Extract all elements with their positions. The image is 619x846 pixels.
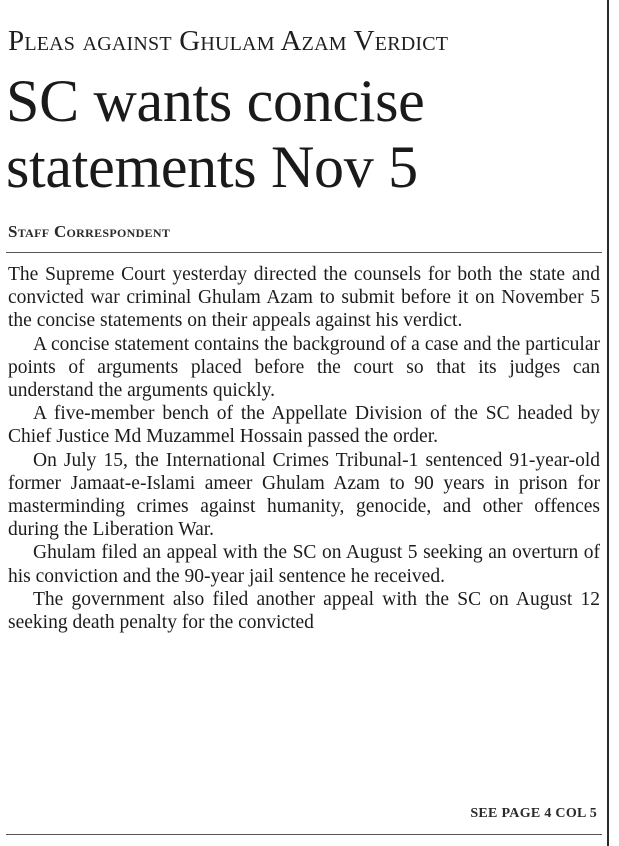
main-headline: SC wants concise statements Nov 5 bbox=[6, 68, 425, 200]
paragraph-6: The government also filed another appeal with the SC on August 12 seeking death penalty for the convicted bbox=[8, 588, 600, 634]
continuation-jump-line: SEE PAGE 4 COL 5 bbox=[470, 806, 597, 821]
paragraph-3: A five-member bench of the Appellate Division of the SC headed by Chief Justice Md Muzammel Hossain passed the order. bbox=[8, 403, 600, 448]
paragraph-2: A concise statement contains the background of a case and the particular points of arguments placed before the court so that its judges can understand the arguments quickly. bbox=[8, 333, 600, 402]
article-body bbox=[8, 263, 600, 634]
byline: Staff Correspondent bbox=[8, 222, 171, 241]
byline-divider bbox=[6, 252, 602, 253]
kicker-headline: Pleas against Ghulam Azam Verdict bbox=[8, 25, 449, 57]
column-rule bbox=[607, 0, 609, 846]
paragraph-1: The Supreme Court yesterday directed the counsels for both the state and convicted war criminal Ghulam Azam to submit before it on November 5 the concise statements on their appeals against his verdict. bbox=[8, 264, 600, 332]
paragraph-5: Ghulam filed an appeal with the SC on August 5 seeking an overturn of his conviction and the 90-year jail sentence he received. bbox=[8, 542, 600, 587]
paragraph-4: On July 15, the International Crimes Tribunal-1 sentenced 91-year-old former Jamaat-e-Islami ameer Ghulam Azam to 90 years in prison for masterminding crimes against humanity, genocide, and other offences during the Liberation War. bbox=[8, 449, 600, 541]
bottom-divider bbox=[6, 834, 602, 835]
